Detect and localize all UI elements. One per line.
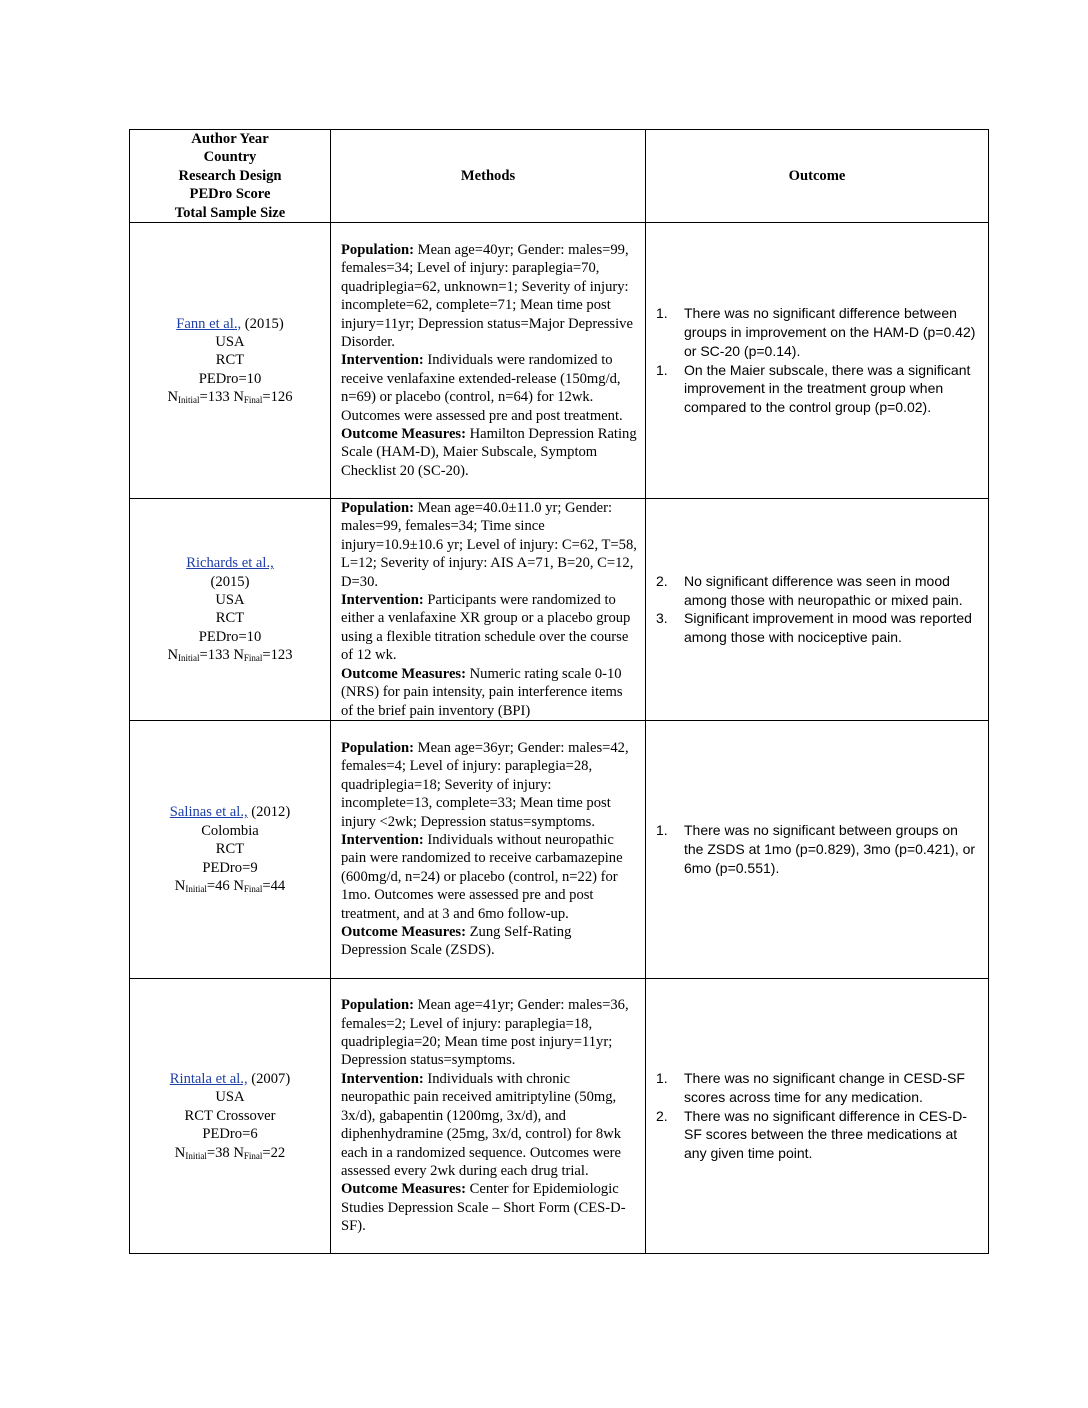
outcome-number: 2. xyxy=(656,572,668,589)
population-text: Population: Mean age=41yr; Gender: males=36, females=2; Level of injury: paraplegia=18, quadriplegia=20; Mean time post injury=11yr; Depression status=symptoms. xyxy=(341,997,629,1069)
outcome-number: 1. xyxy=(656,1069,668,1086)
header-country: Country xyxy=(203,149,257,166)
header-pedro-score: PEDro Score xyxy=(189,186,271,203)
outcome-list xyxy=(656,572,980,647)
sample-size: $N_{Initial}=133$ $N_{Final}=126$ xyxy=(167,389,293,406)
author-year xyxy=(134,554,326,591)
header-research-design: Research Design xyxy=(178,167,282,184)
header-row xyxy=(130,130,989,223)
author-year xyxy=(134,803,326,821)
outcome-measures-text: Outcome Measures: Zung Self-Rating Depression Scale (ZSDS). xyxy=(341,924,572,959)
study-year: (2015) xyxy=(244,315,284,332)
study-country: USA xyxy=(215,592,245,609)
outcome-text: Significant improvement in mood was reported among those with nociceptive pain. xyxy=(684,610,972,646)
n-initial: 46 xyxy=(215,878,230,895)
study-cell xyxy=(130,720,331,978)
author-link[interactable]: Richards et al., xyxy=(186,555,274,572)
header-study xyxy=(130,130,331,223)
study-country: USA xyxy=(215,1089,245,1106)
intervention-text: Intervention: Individuals were randomized to receive venlafaxine extended-release (150mg/d, n=69) or placebo (control, n=64) for 12wk. Outcomes were assessed pre and post treatment. xyxy=(341,352,623,424)
sample-size: $N_{Initial}=38$ $N_{Final}=22$ xyxy=(174,1144,286,1161)
study-cell xyxy=(130,499,331,721)
outcome-number: 1. xyxy=(656,305,668,322)
outcome-list xyxy=(656,821,980,877)
author-year xyxy=(134,1070,326,1088)
header-sample-size: Total Sample Size xyxy=(174,204,286,221)
intervention-text: Intervention: Individuals with chronic neuropathic pain received amitriptyline (50mg, 3x/d), gabapentin (1200mg, 3x/d), and diphenhydramine (25mg, 3x/d, control) for 8wk each in a randomized sequence. Outcomes were assessed every 2wk during each drug trial. xyxy=(341,1070,622,1179)
table-row xyxy=(130,720,989,978)
outcome-item xyxy=(656,821,980,877)
methods-cell xyxy=(331,978,646,1253)
pedro-score: PEDro=10 xyxy=(198,370,262,387)
pedro-score: PEDro=9 xyxy=(202,859,258,876)
outcome-cell xyxy=(646,223,989,499)
outcome-measures-text: Outcome Measures: Center for Epidemiologic Studies Depression Scale – Short Form (CES-D-SF). xyxy=(341,1181,626,1235)
methods-cell xyxy=(331,223,646,499)
outcome-item xyxy=(656,1069,980,1107)
outcome-number: 3. xyxy=(656,610,668,627)
study-year: (2012) xyxy=(251,804,291,821)
n-initial: 133 xyxy=(207,647,230,664)
sample-size: $N_{Initial}=133$ $N_{Final}=123$ xyxy=(167,647,293,664)
outcome-measures-text: Outcome Measures: Numeric rating scale 0-10 (NRS) for pain intensity, pain interference items of the brief pain inventory (BPI) xyxy=(341,665,623,719)
header-outcome: Outcome xyxy=(646,130,989,223)
outcome-number: 2. xyxy=(656,1107,668,1124)
outcome-cell xyxy=(646,978,989,1253)
outcome-item xyxy=(656,361,980,417)
author-link[interactable]: Salinas et al., xyxy=(169,804,248,821)
population-text: Population: Mean age=40yr; Gender: males=99, females=34; Level of injury: paraplegia=70, quadriplegia=62, unknown=1; Severity of injury: incomplete=62, complete=71; Mean time post injury=11yr; Depression status=Major Depressive Disorder. xyxy=(341,241,633,350)
outcome-text: There was no significant difference between groups in improvement on the HAM-D (p=0.42) or SC-20 (p=0.14). xyxy=(684,305,976,359)
intervention-text: Intervention: Individuals without neuropathic pain were randomized to receive carbamazepine (600mg/d, n=24) or placebo (control, n=22) for 1mo. Outcomes were assessed pre and post treatment, and at 3 and 6mo follow-up. xyxy=(341,832,623,922)
n-initial: 133 xyxy=(207,389,230,406)
study-year: (2007) xyxy=(251,1070,291,1087)
outcome-item xyxy=(656,304,980,360)
author-link[interactable]: Rintala et al., xyxy=(169,1070,248,1087)
outcome-cell xyxy=(646,720,989,978)
table-row xyxy=(130,978,989,1253)
pedro-score: PEDro=6 xyxy=(202,1126,258,1143)
outcome-measures-text: Outcome Measures: Hamilton Depression Rating Scale (HAM-D), Maier Subscale, Symptom Checklist 20 (SC-20). xyxy=(341,425,637,479)
outcome-number: 1. xyxy=(656,361,668,378)
author-year xyxy=(134,315,326,333)
outcome-item xyxy=(656,1107,980,1163)
outcome-item xyxy=(656,609,980,647)
outcome-text: There was no significant between groups on the ZSDS at 1mo (p=0.829), 3mo (p=0.421), or 6mo (p=0.551). xyxy=(684,822,976,876)
methods-cell xyxy=(331,499,646,721)
study-cell xyxy=(130,978,331,1253)
study-design: RCT xyxy=(215,352,245,369)
intervention-text: Intervention: Participants were randomized to either a venlafaxine XR group or a placebo group using a flexible titration schedule over the course of 12 wk. xyxy=(341,592,631,664)
outcome-text: No significant difference was seen in mood among those with neuropathic or mixed pain. xyxy=(684,572,963,608)
study-country: Colombia xyxy=(201,822,259,839)
outcome-list xyxy=(656,1069,980,1163)
study-cell xyxy=(130,223,331,499)
pedro-score: PEDro=10 xyxy=(198,628,262,645)
study-design: RCT xyxy=(215,610,245,627)
table-row xyxy=(130,223,989,499)
evidence-table xyxy=(129,129,989,1254)
study-country: USA xyxy=(215,333,245,350)
study-design: RCT xyxy=(215,841,245,858)
outcome-cell xyxy=(646,499,989,721)
outcome-text: There was no significant change in CESD-SF scores across time for any medication. xyxy=(684,1069,965,1105)
population-text: Population: Mean age=40.0±11.0 yr; Gender: males=99, females=34; Time since injury=10.9±10.6 yr; Level of injury: C=62, T=58, L=12; Severity of injury: AIS A=71, B=20, C=12, D=30. xyxy=(341,500,637,590)
outcome-list xyxy=(656,304,980,417)
sample-size: $N_{Initial}=46$ $N_{Final}=44$ xyxy=(174,878,286,895)
n-initial: 38 xyxy=(215,1144,230,1161)
outcome-number: 1. xyxy=(656,822,668,839)
study-design: RCT Crossover xyxy=(184,1107,276,1124)
header-author-year: Author Year xyxy=(191,131,269,147)
study-year: (2015) xyxy=(210,573,250,590)
outcome-text: On the Maier subscale, there was a significant improvement in the treatment group when compared to the control group (p=0.02). xyxy=(684,361,971,416)
population-text: Population: Mean age=36yr; Gender: males=42, females=4; Level of injury: paraplegia=28, quadriplegia=18; Severity of injury: incomplete=13, complete=33; Mean time post injury <2wk; Depression status=symptoms. xyxy=(341,739,629,830)
methods-cell xyxy=(331,720,646,978)
table-row xyxy=(130,499,989,721)
author-link[interactable]: Fann et al., xyxy=(176,315,242,332)
outcome-item xyxy=(656,572,980,610)
n-final: 22 xyxy=(270,1144,286,1161)
n-final: 44 xyxy=(270,878,286,895)
n-final: 123 xyxy=(270,647,293,664)
header-methods: Methods xyxy=(331,130,646,223)
n-final: 126 xyxy=(270,389,293,406)
outcome-text: There was no significant difference in CES-D-SF scores between the three medications at any given time point. xyxy=(684,1107,967,1162)
